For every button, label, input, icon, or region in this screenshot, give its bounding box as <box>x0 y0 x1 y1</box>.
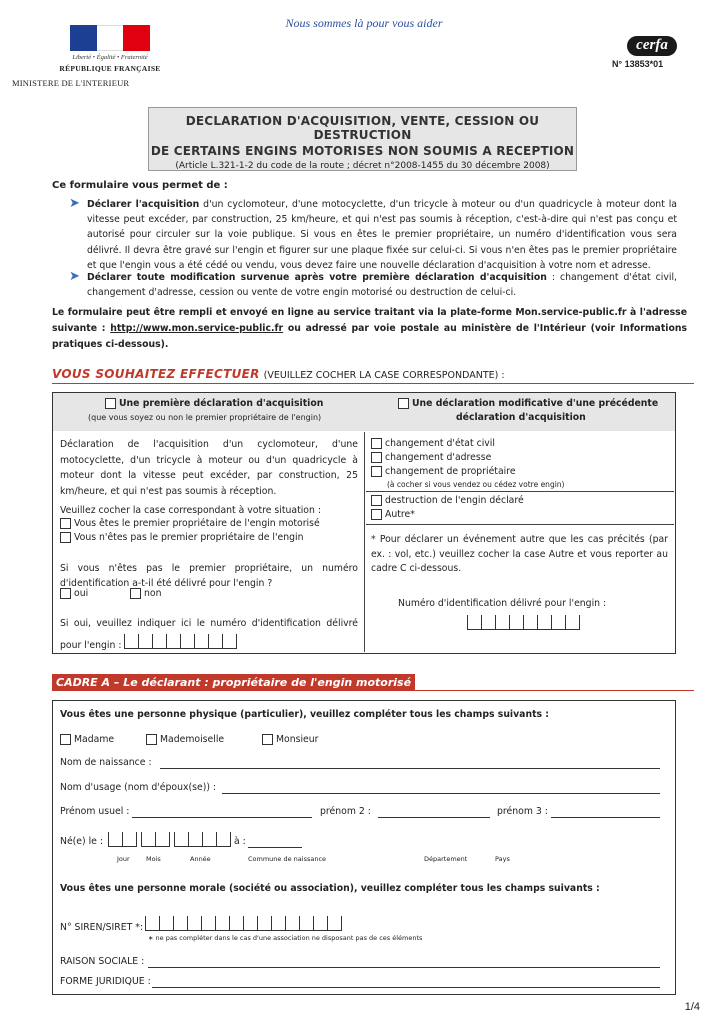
situation-first-owner: Vous êtes le premier propriétaire de l'engin motorisé <box>60 518 320 529</box>
label-jour: Jour <box>117 855 130 863</box>
right-id-label: Numéro d'identification délivré pour l'engin : <box>398 598 607 609</box>
cadre-a-rule <box>52 690 694 691</box>
first-declaration-checkbox[interactable] <box>105 398 116 409</box>
first-owner-checkbox[interactable] <box>60 518 71 529</box>
page-number: 1/4 <box>684 1001 700 1013</box>
prenom2-field[interactable] <box>378 807 490 818</box>
not-first-owner-checkbox[interactable] <box>60 532 71 543</box>
right-divider <box>366 491 674 492</box>
arrow-bullet-icon: ➤ <box>69 269 80 284</box>
siren-note: ∗ ne pas compléter dans le cas d'une association ne disposant pas de ces éléments <box>148 934 423 942</box>
right-item-destruction: destruction de l'engin déclaré <box>371 495 524 506</box>
forme-juridique-field[interactable] <box>152 977 660 988</box>
id-number-input[interactable] <box>124 634 237 657</box>
a-label: à : <box>234 836 246 847</box>
nom-usage-label: Nom d'usage (nom d'époux(se)) : <box>60 782 217 793</box>
right-id-number-input[interactable] <box>467 614 580 634</box>
birth-day-input[interactable] <box>108 831 137 851</box>
republic-name: RÉPUBLIQUE FRANÇAISE <box>59 64 161 73</box>
label-annee: Année <box>190 855 211 863</box>
morale-heading: Vous êtes une personne morale (société ou association), veuillez compléter tous les champs suivants : <box>60 883 600 894</box>
prenom-usuel-label: Prénom usuel : <box>60 806 130 817</box>
birth-place-field[interactable] <box>248 837 302 848</box>
nom-usage-field[interactable] <box>222 783 660 794</box>
proprietaire-checkbox[interactable] <box>371 466 382 477</box>
civility-madame: Madame <box>60 734 114 745</box>
proprietaire-note: (à cocher si vous vendez ou cédez votre engin) <box>387 480 565 489</box>
modif-declaration-checkbox[interactable] <box>398 398 409 409</box>
option-first-declaration: Une première déclaration d'acquisition <box>105 398 323 409</box>
autre-note: * Pour déclarer un événement autre que les cas précités (par ex. : vol, etc.) veuillez cocher la case Autre et vous reporter au cadre C ci-dessous. <box>371 534 668 574</box>
title-line-3: (Article L.321-1-2 du code de la route ; décret n°2008-1455 du 30 décembre 2008) <box>175 161 550 171</box>
title-line-1: DECLARATION D'ACQUISITION, VENTE, CESSION OU DESTRUCTION <box>185 114 540 142</box>
tagline: Nous sommes là pour vous aider <box>285 16 443 30</box>
submission-paragraph: Le formulaire peut être rempli et envoyé en ligne au service traitant via la plate-forme Mon.service-public.fr à l'adresse suivante : http://www.mon.service-public.fr ou adressé par voie postale au ministère de l'Intérieur (voir Informations pratiques ci-dessous). <box>52 307 687 350</box>
prenom3-label: prénom 3 : <box>497 806 548 817</box>
section-title: VOUS SOUHAITEZ EFFECTUER (VEUILLEZ COCHER LA CASE CORRESPONDANTE) : <box>52 367 505 381</box>
title-line-2: DE CERTAINS ENGINS MOTORISES NON SOUMIS A RECEPTION <box>150 144 575 158</box>
destruction-checkbox[interactable] <box>371 495 382 506</box>
box-divider <box>364 432 365 652</box>
madame-checkbox[interactable] <box>60 734 71 745</box>
right-divider-2 <box>366 524 674 525</box>
modif-declaration-line2: déclaration d'acquisition <box>456 412 586 423</box>
mademoiselle-checkbox[interactable] <box>146 734 157 745</box>
label-commune: Commune de naissance <box>248 855 327 863</box>
civility-mademoiselle: Mademoiselle <box>146 734 224 745</box>
situation-not-first-owner: Vous n'êtes pas le premier propriétaire de l'engin <box>60 532 304 543</box>
birth-month-input[interactable] <box>141 831 170 851</box>
cerfa-number: N° 13853*01 <box>612 59 664 69</box>
ministry-name: MINISTERE DE L'INTERIEUR <box>12 78 130 88</box>
arrow-bullet-icon: ➤ <box>69 196 80 211</box>
nom-naissance-label: Nom de naissance : <box>60 757 152 768</box>
adresse-checkbox[interactable] <box>371 452 382 463</box>
nom-naissance-field[interactable] <box>160 758 660 769</box>
right-item-autre: Autre* <box>371 509 415 520</box>
bullet-acquisition: ➤ Déclarer l'acquisition d'un cyclomoteur, d'une motocyclette, d'un tricycle à moteur ou d'un quadricycle à moteur dont la vitesse peut excéder, par construction, 25 km/heure, et qui n'est pas soumis à réception, c'est-à-dire qui n'est pas conçu et autorisé pour circuler sur la voie publique. Si vous en êtes le premier propriétaire, un numéro d'identification vous sera délivré. Il devra être gravé sur l'engin et figurer sur une plaque fixée sur celui-ci. Si vous n'en êtes pas le premier propriétaire et que l'engin vous a été cédé ou vendu, vous devez faire une nouvelle déclaration d'acquisition à votre nom et adresse. <box>69 196 678 271</box>
forme-juridique-label: FORME JURIDIQUE : <box>60 976 151 987</box>
right-item-etat-civil: changement d'état civil <box>371 438 495 449</box>
monsieur-checkbox[interactable] <box>262 734 273 745</box>
etat-civil-checkbox[interactable] <box>371 438 382 449</box>
situation-prompt: Veuillez cocher la case correspondant à votre situation : <box>60 505 321 516</box>
label-pays: Pays <box>495 855 510 863</box>
service-public-link[interactable]: http://www.mon.service-public.fr <box>110 323 284 334</box>
oui-checkbox[interactable] <box>60 588 71 599</box>
form-title-box <box>148 107 577 171</box>
person-heading: Vous êtes une personne physique (particulier), veuillez compléter tous les champs suivants : <box>60 709 550 720</box>
prenom2-label: prénom 2 : <box>320 806 371 817</box>
right-item-proprietaire: changement de propriétaire <box>371 466 516 477</box>
id-non-option: non <box>130 588 161 599</box>
right-item-adresse: changement d'adresse <box>371 452 491 463</box>
acquisition-description: Déclaration de l'acquisition d'un cyclomoteur, d'une motocyclette, d'un tricycle à moteur ou d'un quadricycle à moteur dont la vitesse peut excéder, par construction, 25 km/heure, et qui n'est pas soumis à réception. <box>60 439 358 497</box>
label-departement: Département <box>424 855 468 863</box>
label-mois: Mois <box>146 855 161 863</box>
id-oui-option: oui <box>60 588 88 599</box>
id-question: Si vous n'êtes pas le premier propriétaire, un numéro d'identification a-t-il été délivré pour l'engin ? <box>60 563 358 589</box>
republic-motto: Liberté • Égalité • Fraternité <box>72 54 148 61</box>
birth-year-input[interactable] <box>174 831 231 851</box>
civility-monsieur: Monsieur <box>262 734 318 745</box>
first-declaration-note: (que vous soyez ou non le premier propriétaire de l'engin) <box>88 413 322 422</box>
autre-checkbox[interactable] <box>371 509 382 520</box>
cerfa-logo: cerfa <box>627 36 677 56</box>
section-rule <box>52 383 694 384</box>
siren-label: N° SIREN/SIRET *: <box>60 922 144 933</box>
id-indicate: Si oui, veuillez indiquer ici le numéro d'identification délivré pour l'engin : <box>60 613 358 657</box>
cadre-a-title: CADRE A – Le déclarant : propriétaire de l'engin motorisé <box>52 674 415 691</box>
raison-sociale-label: RAISON SOCIALE : <box>60 956 145 967</box>
ne-le-label: Né(e) le : <box>60 836 103 847</box>
intro-heading: Ce formulaire vous permet de : <box>52 180 228 191</box>
siren-input[interactable] <box>145 915 342 935</box>
option-modif-declaration: Une déclaration modificative d'une précédente <box>398 398 658 409</box>
prenom-usuel-field[interactable] <box>132 807 312 818</box>
prenom3-field[interactable] <box>551 807 660 818</box>
non-checkbox[interactable] <box>130 588 141 599</box>
bullet-modification: ➤ Déclarer toute modification survenue après votre première déclaration d'acquisition : changement d'état civil, changement d'adresse, cession ou vente de votre engin motorisé ou destruction de celui-ci. <box>69 269 677 299</box>
raison-sociale-field[interactable] <box>148 957 660 968</box>
